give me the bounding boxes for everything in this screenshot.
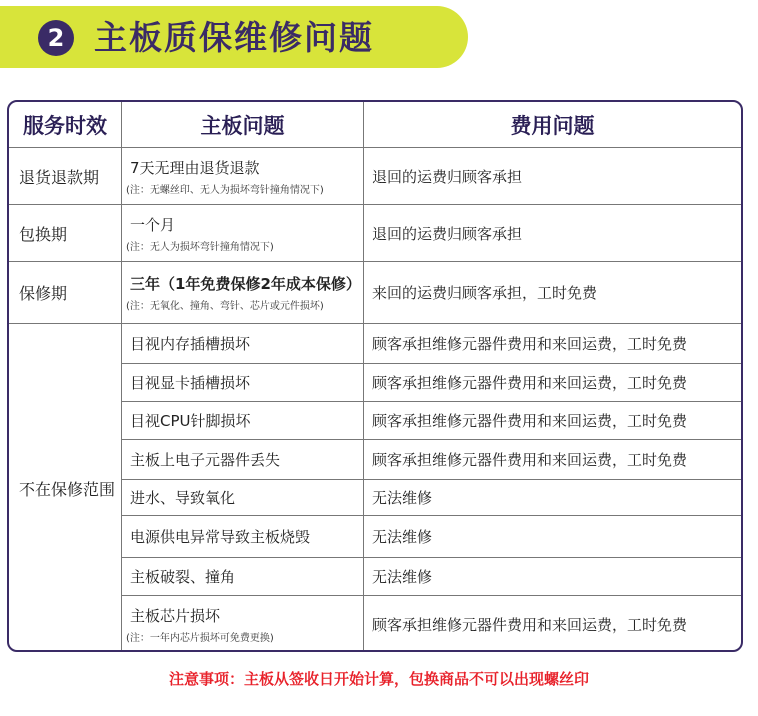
- problem-note: (注：无螺丝印、无人为损坏弯针撞角情况下): [126, 184, 324, 196]
- problem-text: 主板芯片损坏: [130, 606, 221, 625]
- section-number-badge: 2: [38, 20, 74, 56]
- service-cell-excluded: 不在保修范围: [9, 324, 122, 652]
- problem-cell: 电源供电异常导致主板烧毁: [122, 516, 364, 558]
- cost-cell: 无法维修: [364, 558, 741, 596]
- header-cost: 费用问题: [364, 102, 741, 148]
- section-title: 主板质保维修问题: [94, 18, 374, 57]
- problem-cell: 目视显卡插槽损坏: [122, 364, 364, 402]
- problem-cell: [122, 596, 364, 652]
- problem-note: (注：一年内芯片损坏可免费更换): [126, 632, 274, 644]
- problem-cell: 目视内存插槽损坏: [122, 324, 364, 364]
- service-cell: 包换期: [9, 205, 122, 262]
- problem-cell: [122, 148, 364, 205]
- problem-cell: 目视CPU针脚损坏: [122, 402, 364, 440]
- cost-cell: 顾客承担维修元器件费用和来回运费，工时免费: [364, 440, 741, 480]
- header-service: 服务时效: [9, 102, 122, 148]
- problem-cell: 进水、导致氧化: [122, 480, 364, 516]
- problem-cell: [122, 262, 364, 324]
- cost-cell: 无法维修: [364, 516, 741, 558]
- problem-cell: 主板上电子元器件丢失: [122, 440, 364, 480]
- problem-note: (注：无氧化、撞角、弯针、芯片或元件损坏): [126, 301, 324, 312]
- cost-cell: 顾客承担维修元器件费用和来回运费，工时免费: [372, 615, 688, 634]
- cost-cell: 无法维修: [364, 480, 741, 516]
- section-banner: [0, 6, 468, 68]
- problem-cell: 主板破裂、撞角: [122, 558, 364, 596]
- service-cell: 保修期: [9, 262, 122, 324]
- problem-text: 三年（1年免费保修2年成本保修）: [130, 275, 361, 293]
- cost-cell: 退回的运费归顾客承担: [364, 205, 741, 262]
- cost-cell: 来回的运费归顾客承担，工时免费: [364, 262, 741, 324]
- problem-text: 7天无理由退货退款: [130, 158, 260, 177]
- cost-cell: 顾客承担维修元器件费用和来回运费，工时免费: [364, 364, 741, 402]
- problem-text: 一个月: [130, 215, 176, 234]
- warranty-table: [7, 100, 743, 652]
- problem-cell: [122, 205, 364, 262]
- cost-cell: 顾客承担维修元器件费用和来回运费，工时免费: [364, 324, 741, 364]
- service-cell: 退货退款期: [9, 148, 122, 205]
- problem-note: (注：无人为损坏弯针撞角情况下): [126, 241, 274, 253]
- cost-cell: 顾客承担维修元器件费用和来回运费，工时免费: [364, 402, 741, 440]
- header-problem: 主板问题: [122, 102, 364, 148]
- footer-notice: 注意事项：主板从签收日开始计算，包换商品不可以出现螺丝印: [168, 670, 589, 688]
- cost-cell: 退回的运费归顾客承担: [364, 148, 741, 205]
